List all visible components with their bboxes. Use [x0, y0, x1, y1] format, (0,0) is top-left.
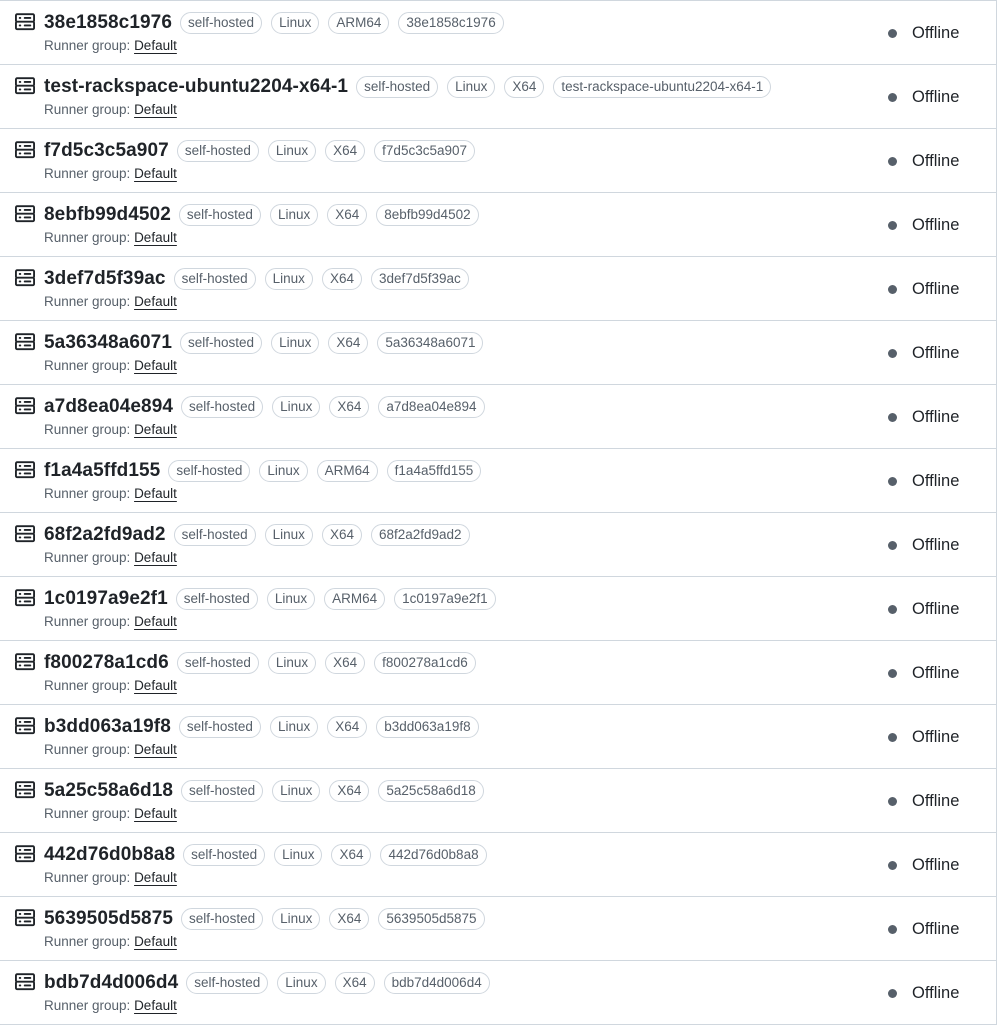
status-dot-icon: [888, 285, 897, 294]
runner-title-line: [44, 779, 856, 803]
runner-status: [888, 152, 959, 171]
runner-row: [0, 897, 997, 961]
status-text: Offline: [912, 920, 960, 938]
status-text: Offline: [912, 728, 960, 746]
runner-group-line: [44, 550, 856, 565]
runner-label: self-hosted: [179, 204, 261, 226]
server-icon: [15, 12, 35, 32]
runner-name-link[interactable]: 3def7d5f39ac: [44, 268, 166, 289]
server-icon: [15, 588, 35, 608]
runner-status: [888, 792, 959, 811]
runner-info: [44, 11, 856, 53]
runner-label: self-hosted: [183, 844, 265, 866]
runner-group-line: [44, 166, 856, 181]
status-dot-icon: [888, 861, 897, 870]
runner-row: [0, 1, 997, 65]
runner-label: Linux: [267, 588, 315, 610]
runner-row: [0, 577, 997, 641]
server-icon: [15, 844, 35, 864]
runner-label: Linux: [277, 972, 325, 994]
runner-title-line: [44, 11, 856, 35]
runner-info: [44, 651, 856, 693]
runner-title-line: [44, 331, 856, 355]
status-text: Offline: [912, 88, 960, 106]
runner-label: 8ebfb99d4502: [376, 204, 478, 226]
runner-group-line: [44, 870, 856, 885]
runner-group-label: Runner group:: [44, 230, 135, 245]
runner-group-link[interactable]: Default: [134, 486, 177, 501]
runner-name-link[interactable]: f800278a1cd6: [44, 652, 169, 673]
runner-label: Linux: [272, 908, 320, 930]
runner-name-link[interactable]: 5a36348a6071: [44, 332, 173, 353]
runner-label: X64: [329, 396, 369, 418]
runner-label: 38e1858c1976: [398, 12, 503, 34]
runner-group-link[interactable]: Default: [134, 294, 177, 309]
server-icon: [15, 460, 35, 480]
runner-label: Linux: [270, 716, 318, 738]
server-icon: [15, 524, 35, 544]
runner-label: 442d76d0b8a8: [380, 844, 486, 866]
status-text: Offline: [912, 984, 960, 1002]
runner-status: [888, 24, 959, 43]
runner-row: [0, 65, 997, 129]
runner-status: [888, 536, 959, 555]
runner-label: self-hosted: [180, 332, 262, 354]
runner-label: self-hosted: [181, 396, 263, 418]
runner-info: [44, 715, 856, 757]
runner-label: bdb7d4d006d4: [384, 972, 490, 994]
runner-title-line: [44, 907, 856, 931]
runner-label: b3dd063a19f8: [376, 716, 478, 738]
runner-label: 5639505d5875: [378, 908, 484, 930]
runner-title-line: [44, 651, 856, 675]
runner-label: self-hosted: [180, 12, 262, 34]
runner-info: [44, 459, 856, 501]
runner-info: [44, 587, 856, 629]
runner-label: self-hosted: [177, 140, 259, 162]
runner-name-link[interactable]: 5639505d5875: [44, 908, 174, 929]
runner-row: [0, 321, 997, 385]
runner-label: X64: [335, 972, 375, 994]
status-text: Offline: [912, 344, 960, 362]
runner-label: Linux: [265, 524, 313, 546]
runner-label: X64: [322, 524, 362, 546]
runner-name-link[interactable]: f7d5c3c5a907: [44, 140, 169, 161]
runner-info: [44, 907, 856, 949]
runner-title-line: [44, 395, 856, 419]
runner-name-link[interactable]: b3dd063a19f8: [44, 716, 171, 737]
runner-label: Linux: [259, 460, 307, 482]
runner-group-line: [44, 614, 856, 629]
runner-label: Linux: [268, 140, 316, 162]
runner-status: [888, 856, 959, 875]
runner-group-label: Runner group:: [44, 998, 135, 1013]
runner-title-line: [44, 523, 856, 547]
runner-label: f800278a1cd6: [374, 652, 476, 674]
runner-row: [0, 385, 997, 449]
status-dot-icon: [888, 157, 897, 166]
server-icon: [15, 204, 35, 224]
status-text: Offline: [912, 24, 960, 42]
runner-group-link[interactable]: Default: [134, 742, 177, 757]
runner-status: [888, 472, 959, 491]
status-dot-icon: [888, 477, 897, 486]
runner-group-line: [44, 230, 856, 245]
runner-title-line: [44, 843, 856, 867]
runner-row: [0, 193, 997, 257]
runner-group-link[interactable]: Default: [134, 678, 177, 693]
runner-name-link[interactable]: test-rackspace-ubuntu2204-x64-1: [44, 76, 349, 97]
runner-group-label: Runner group:: [44, 38, 135, 53]
runner-title-line: [44, 715, 856, 739]
runner-group-line: [44, 38, 856, 53]
runner-info: [44, 395, 856, 437]
runner-label: 68f2a2fd9ad2: [371, 524, 470, 546]
runner-group-label: Runner group:: [44, 742, 135, 757]
runner-group-link[interactable]: Default: [134, 102, 177, 117]
server-icon: [15, 716, 35, 736]
runner-label: self-hosted: [179, 716, 261, 738]
runner-label: Linux: [271, 12, 319, 34]
runner-label: 5a25c58a6d18: [378, 780, 483, 802]
runner-label: Linux: [447, 76, 495, 98]
runner-group-label: Runner group:: [44, 422, 135, 437]
status-dot-icon: [888, 221, 897, 230]
status-dot-icon: [888, 925, 897, 934]
runner-status: [888, 216, 959, 235]
runner-title-line: [44, 459, 856, 483]
status-text: Offline: [912, 152, 960, 170]
status-dot-icon: [888, 989, 897, 998]
runner-info: [44, 203, 856, 245]
runner-label: self-hosted: [181, 908, 263, 930]
runner-label: 5a36348a6071: [377, 332, 483, 354]
status-text: Offline: [912, 600, 960, 618]
runner-label: self-hosted: [174, 524, 256, 546]
runner-status: [888, 728, 959, 747]
server-icon: [15, 972, 35, 992]
runner-group-link[interactable]: Default: [134, 870, 177, 885]
runner-row: [0, 833, 997, 897]
status-text: Offline: [912, 408, 960, 426]
runner-label: Linux: [274, 844, 322, 866]
runner-row: [0, 449, 997, 513]
status-text: Offline: [912, 472, 960, 490]
runner-name-link[interactable]: 1c0197a9e2f1: [44, 588, 168, 609]
runner-label: self-hosted: [177, 652, 259, 674]
runner-group-line: [44, 998, 856, 1013]
runner-group-link[interactable]: Default: [134, 358, 177, 373]
runner-group-line: [44, 486, 856, 501]
server-icon: [15, 652, 35, 672]
status-text: Offline: [912, 536, 960, 554]
runner-title-line: [44, 971, 856, 995]
runner-label: ARM64: [324, 588, 385, 610]
runner-group-link[interactable]: Default: [134, 230, 177, 245]
runner-group-line: [44, 678, 856, 693]
status-text: Offline: [912, 856, 960, 874]
runner-title-line: [44, 139, 856, 163]
runner-info: [44, 523, 856, 565]
runner-group-link[interactable]: Default: [134, 166, 177, 181]
runner-group-label: Runner group:: [44, 934, 135, 949]
runner-group-link[interactable]: Default: [134, 998, 177, 1013]
runner-row: [0, 257, 997, 321]
runner-label: X64: [322, 268, 362, 290]
runner-label: X64: [331, 844, 371, 866]
runner-group-label: Runner group:: [44, 166, 135, 181]
runner-title-line: [44, 203, 856, 227]
runner-info: [44, 779, 856, 821]
runner-group-link[interactable]: Default: [134, 38, 177, 53]
runner-label: X64: [329, 908, 369, 930]
runner-group-label: Runner group:: [44, 614, 135, 629]
status-dot-icon: [888, 93, 897, 102]
runner-label: 3def7d5f39ac: [371, 268, 469, 290]
runner-info: [44, 75, 856, 117]
runner-title-line: [44, 267, 856, 291]
server-icon: [15, 268, 35, 288]
runner-label: X64: [504, 76, 544, 98]
status-text: Offline: [912, 216, 960, 234]
runner-info: [44, 843, 856, 885]
status-dot-icon: [888, 605, 897, 614]
runner-name-link[interactable]: bdb7d4d006d4: [44, 972, 179, 993]
runner-status: [888, 664, 959, 683]
runner-name-link[interactable]: 38e1858c1976: [44, 12, 173, 33]
status-dot-icon: [888, 733, 897, 742]
runner-label: self-hosted: [356, 76, 438, 98]
runner-status: [888, 920, 959, 939]
runner-row: [0, 513, 997, 577]
runner-group-line: [44, 294, 856, 309]
server-icon: [15, 780, 35, 800]
runner-label: Linux: [271, 332, 319, 354]
runner-label: 1c0197a9e2f1: [394, 588, 496, 610]
runner-label: X64: [328, 332, 368, 354]
runner-group-link[interactable]: Default: [134, 422, 177, 437]
runner-name-link[interactable]: 442d76d0b8a8: [44, 844, 176, 865]
runner-group-label: Runner group:: [44, 358, 135, 373]
runner-status: [888, 984, 959, 1003]
runner-info: [44, 971, 856, 1013]
status-dot-icon: [888, 669, 897, 678]
runner-label: f1a4a5ffd155: [387, 460, 482, 482]
server-icon: [15, 396, 35, 416]
runner-label: self-hosted: [181, 780, 263, 802]
runner-info: [44, 139, 856, 181]
server-icon: [15, 76, 35, 96]
runner-name-link[interactable]: 68f2a2fd9ad2: [44, 524, 166, 545]
runner-group-label: Runner group:: [44, 486, 135, 501]
runner-status: [888, 344, 959, 363]
runner-group-label: Runner group:: [44, 102, 135, 117]
runner-status: [888, 280, 959, 299]
runner-group-line: [44, 358, 856, 373]
runner-info: [44, 267, 856, 309]
runner-group-line: [44, 422, 856, 437]
server-icon: [15, 908, 35, 928]
runner-title-line: [44, 587, 856, 611]
status-dot-icon: [888, 413, 897, 422]
status-dot-icon: [888, 541, 897, 550]
runner-label: Linux: [268, 652, 316, 674]
runner-label: Linux: [265, 268, 313, 290]
status-dot-icon: [888, 29, 897, 38]
runner-status: [888, 88, 959, 107]
runner-label: Linux: [272, 396, 320, 418]
runner-label: a7d8ea04e894: [378, 396, 484, 418]
server-icon: [15, 140, 35, 160]
runner-group-line: [44, 934, 856, 949]
runner-group-link[interactable]: Default: [134, 934, 177, 949]
runner-group-label: Runner group:: [44, 550, 135, 565]
runner-label: self-hosted: [174, 268, 256, 290]
runner-label: X64: [327, 204, 367, 226]
runner-group-label: Runner group:: [44, 806, 135, 821]
status-text: Offline: [912, 792, 960, 810]
runner-label: X64: [329, 780, 369, 802]
status-text: Offline: [912, 664, 960, 682]
runner-group-link[interactable]: Default: [134, 806, 177, 821]
runner-label: test-rackspace-ubuntu2204-x64-1: [553, 76, 771, 98]
runner-name-link[interactable]: 8ebfb99d4502: [44, 204, 171, 225]
runner-group-label: Runner group:: [44, 294, 135, 309]
status-text: Offline: [912, 280, 960, 298]
status-dot-icon: [888, 349, 897, 358]
runner-info: [44, 331, 856, 373]
runner-label: f7d5c3c5a907: [374, 140, 475, 162]
runner-group-link[interactable]: Default: [134, 614, 177, 629]
runner-label: self-hosted: [186, 972, 268, 994]
runner-group-label: Runner group:: [44, 678, 135, 693]
runner-row: [0, 961, 997, 1025]
runner-label: ARM64: [317, 460, 378, 482]
runner-label: Linux: [270, 204, 318, 226]
runner-row: [0, 641, 997, 705]
runner-group-link[interactable]: Default: [134, 550, 177, 565]
runner-row: [0, 129, 997, 193]
runner-label: self-hosted: [176, 588, 258, 610]
runner-label: X64: [325, 652, 365, 674]
server-icon: [15, 332, 35, 352]
runner-name-link[interactable]: a7d8ea04e894: [44, 396, 174, 417]
runner-group-line: [44, 806, 856, 821]
runner-row: [0, 705, 997, 769]
runner-label: self-hosted: [168, 460, 250, 482]
runner-name-link[interactable]: 5a25c58a6d18: [44, 780, 174, 801]
runner-title-line: [44, 75, 856, 99]
runner-status: [888, 408, 959, 427]
runner-label: X64: [325, 140, 365, 162]
runner-row: [0, 769, 997, 833]
status-dot-icon: [888, 797, 897, 806]
runner-status: [888, 600, 959, 619]
runner-label: ARM64: [328, 12, 389, 34]
runner-group-label: Runner group:: [44, 870, 135, 885]
runner-group-line: [44, 102, 856, 117]
runner-label: X64: [327, 716, 367, 738]
runner-name-link[interactable]: f1a4a5ffd155: [44, 460, 161, 481]
runner-group-line: [44, 742, 856, 757]
runner-label: Linux: [272, 780, 320, 802]
